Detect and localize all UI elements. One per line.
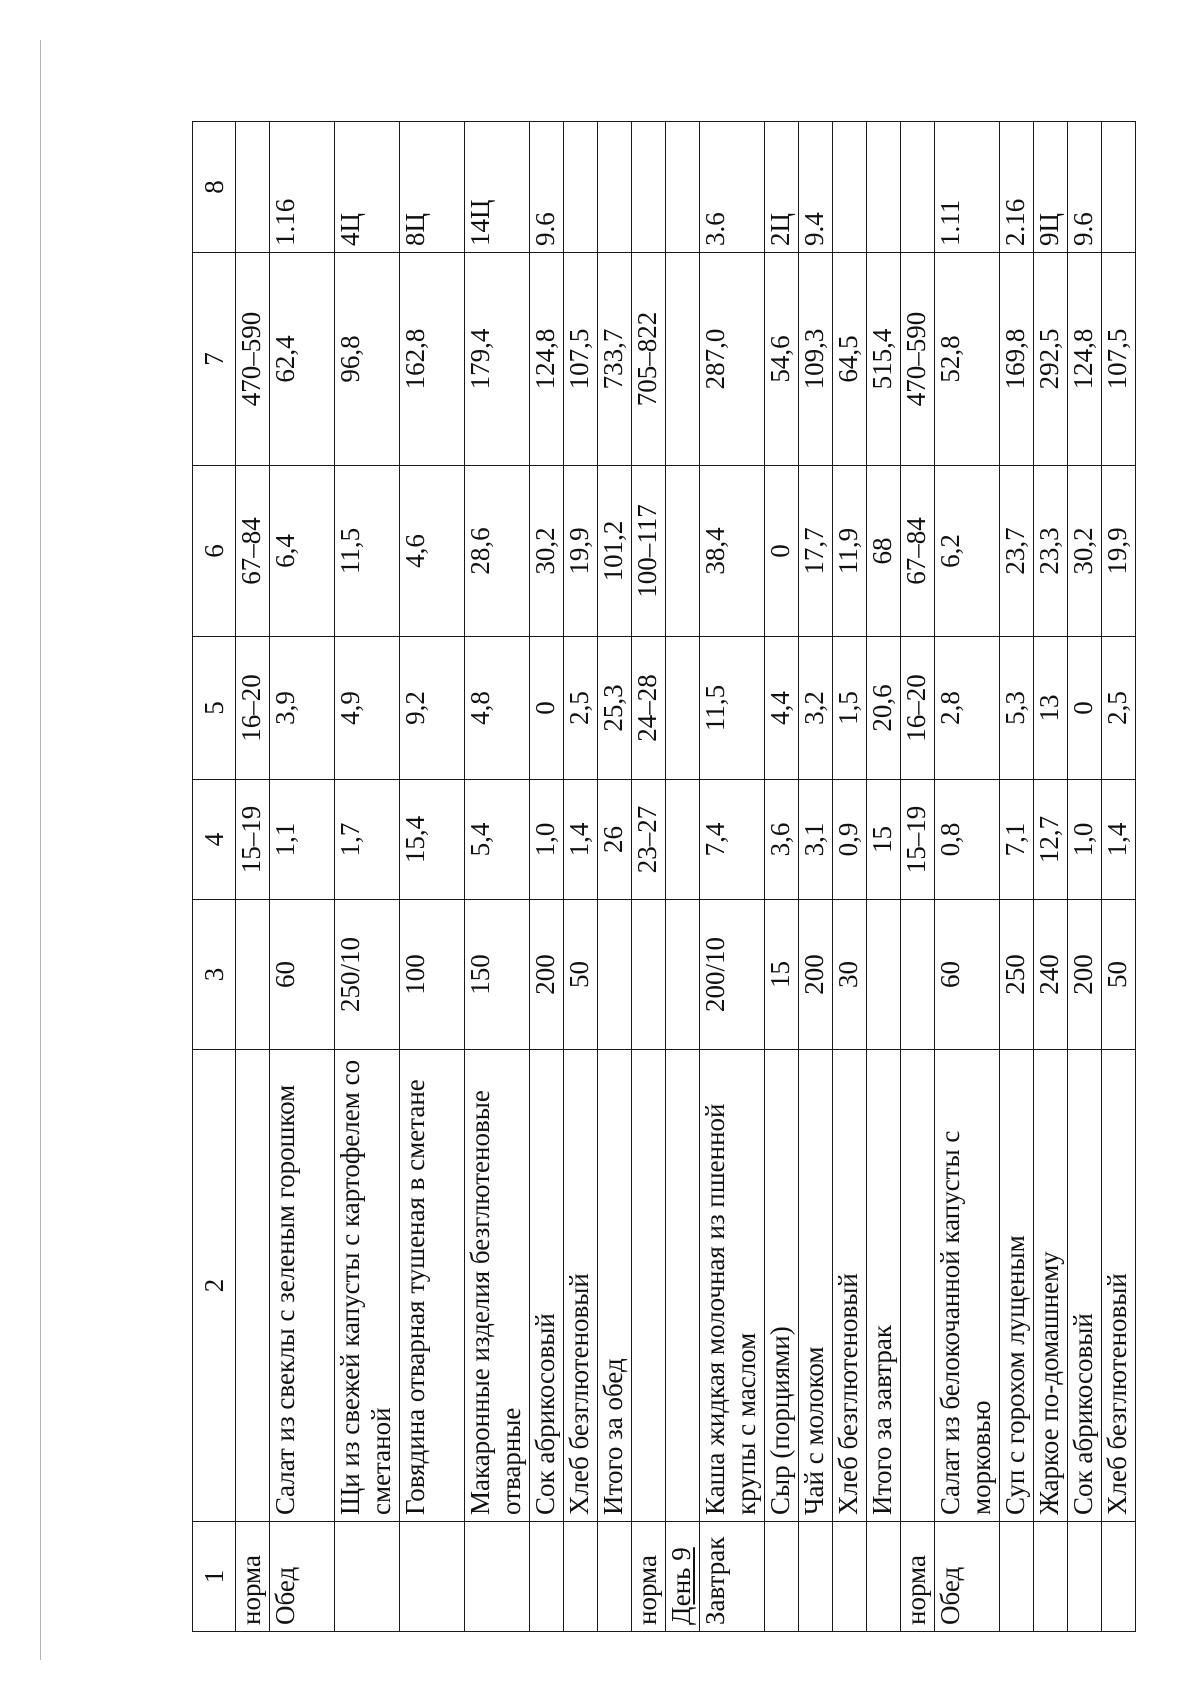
table-row <box>765 122 799 1632</box>
value-cell: 9Ц <box>1034 122 1068 253</box>
value-cell: 23,7 <box>1000 466 1034 637</box>
value-cell: 4,9 <box>335 637 400 780</box>
value-cell: 67–84 <box>901 466 935 637</box>
column-header: 8 <box>193 122 236 253</box>
table-row <box>799 122 833 1632</box>
dish-name-cell: Сыр (порциями) <box>765 1050 799 1522</box>
value-cell: 124,8 <box>1068 253 1102 466</box>
value-cell: 1,7 <box>335 780 400 900</box>
column-header: 6 <box>193 466 236 637</box>
column-header: 1 <box>193 1522 236 1632</box>
value-cell: 1.11 <box>935 122 1000 253</box>
table-row <box>1068 122 1102 1632</box>
meal-label-cell <box>564 1522 598 1632</box>
dish-name-cell: Макаронные изделия безглютеновые отварные <box>465 1050 530 1522</box>
value-cell: 0 <box>1068 637 1102 780</box>
value-cell: 150 <box>465 900 530 1050</box>
value-cell: 100 <box>400 900 465 1050</box>
table-row <box>935 122 1000 1632</box>
value-cell <box>1102 122 1136 253</box>
meal-label-cell <box>867 1522 901 1632</box>
table-row <box>1102 122 1136 1632</box>
value-cell: 107,5 <box>1102 253 1136 466</box>
meal-label-cell <box>1000 1522 1034 1632</box>
table-row <box>1034 122 1068 1632</box>
value-cell: 62,4 <box>270 253 335 466</box>
value-cell <box>236 900 270 1050</box>
dish-name-cell: Салат из белокочанной капусты с морковью <box>935 1050 1000 1522</box>
meal-label-cell: День 9 <box>666 1522 700 1632</box>
value-cell: 1,1 <box>270 780 335 900</box>
value-cell: 109,3 <box>799 253 833 466</box>
table-row <box>564 122 598 1632</box>
value-cell: 162,8 <box>400 253 465 466</box>
value-cell: 9.6 <box>530 122 564 253</box>
value-cell: 2.16 <box>1000 122 1034 253</box>
dish-name-cell: Щи из свежей капусты с картофелем со сметаной <box>335 1050 400 1522</box>
value-cell: 3,6 <box>765 780 799 900</box>
dish-name-cell: Хлеб безглютеновый <box>833 1050 867 1522</box>
value-cell: 11,5 <box>700 637 765 780</box>
meal-label-cell: Обед <box>270 1522 335 1632</box>
meal-label-cell: норма <box>236 1522 270 1632</box>
value-cell <box>901 900 935 1050</box>
value-cell: 11,5 <box>335 466 400 637</box>
value-cell: 25,3 <box>598 637 632 780</box>
value-cell: 16–20 <box>236 637 270 780</box>
value-cell: 8Ц <box>400 122 465 253</box>
value-cell: 1,4 <box>564 780 598 900</box>
value-cell: 96,8 <box>335 253 400 466</box>
value-cell <box>666 253 700 466</box>
value-cell: 9.4 <box>799 122 833 253</box>
value-cell: 30,2 <box>530 466 564 637</box>
value-cell: 4Ц <box>335 122 400 253</box>
value-cell: 250/10 <box>335 900 400 1050</box>
value-cell: 1,0 <box>1068 780 1102 900</box>
value-cell <box>901 122 935 253</box>
value-cell <box>632 122 666 253</box>
value-cell: 100–117 <box>632 466 666 637</box>
value-cell: 287,0 <box>700 253 765 466</box>
value-cell: 52,8 <box>935 253 1000 466</box>
value-cell: 200/10 <box>700 900 765 1050</box>
value-cell <box>236 122 270 253</box>
value-cell: 50 <box>1102 900 1136 1050</box>
value-cell: 1.16 <box>270 122 335 253</box>
value-cell: 68 <box>867 466 901 637</box>
table-row <box>833 122 867 1632</box>
value-cell <box>666 122 700 253</box>
value-cell: 124,8 <box>530 253 564 466</box>
value-cell: 4,6 <box>400 466 465 637</box>
value-cell: 3,9 <box>270 637 335 780</box>
meal-label-cell <box>400 1522 465 1632</box>
value-cell <box>833 122 867 253</box>
value-cell: 5,4 <box>465 780 530 900</box>
meal-label-cell <box>335 1522 400 1632</box>
table-row <box>632 122 666 1632</box>
value-cell: 0 <box>530 637 564 780</box>
value-cell <box>598 900 632 1050</box>
value-cell: 24–28 <box>632 637 666 780</box>
value-cell: 3,1 <box>799 780 833 900</box>
meal-label-cell <box>465 1522 530 1632</box>
table-row <box>530 122 564 1632</box>
dish-name-cell: Сок абрикосовый <box>530 1050 564 1522</box>
value-cell: 0,9 <box>833 780 867 900</box>
value-cell: 64,5 <box>833 253 867 466</box>
value-cell: 200 <box>530 900 564 1050</box>
meal-label-cell <box>833 1522 867 1632</box>
value-cell <box>564 122 598 253</box>
value-cell: 240 <box>1034 900 1068 1050</box>
value-cell: 14Ц <box>465 122 530 253</box>
value-cell: 54,6 <box>765 253 799 466</box>
column-header: 5 <box>193 637 236 780</box>
value-cell: 292,5 <box>1034 253 1068 466</box>
value-cell: 28,6 <box>465 466 530 637</box>
meal-label-cell <box>1102 1522 1136 1632</box>
table-row <box>236 122 270 1632</box>
value-cell <box>632 900 666 1050</box>
value-cell <box>867 122 901 253</box>
value-cell: 12,7 <box>1034 780 1068 900</box>
value-cell: 0,8 <box>935 780 1000 900</box>
value-cell <box>867 900 901 1050</box>
value-cell: 60 <box>935 900 1000 1050</box>
value-cell: 169,8 <box>1000 253 1034 466</box>
value-cell: 19,9 <box>564 466 598 637</box>
column-header: 3 <box>193 900 236 1050</box>
value-cell: 15,4 <box>400 780 465 900</box>
table-row <box>270 122 335 1632</box>
value-cell: 23–27 <box>632 780 666 900</box>
table-row <box>666 122 700 1632</box>
table-row <box>335 122 400 1632</box>
dish-name-cell: Салат из свеклы с зеленым горошком <box>270 1050 335 1522</box>
value-cell: 4,8 <box>465 637 530 780</box>
table-row <box>901 122 935 1632</box>
value-cell: 13 <box>1034 637 1068 780</box>
value-cell: 200 <box>799 900 833 1050</box>
value-cell: 6,2 <box>935 466 1000 637</box>
dish-name-cell: Суп с горохом лущеным <box>1000 1050 1034 1522</box>
value-cell: 9,2 <box>400 637 465 780</box>
value-cell: 200 <box>1068 900 1102 1050</box>
table-row <box>400 122 465 1632</box>
dish-name-cell <box>666 1050 700 1522</box>
value-cell: 7,1 <box>1000 780 1034 900</box>
table-row <box>1000 122 1034 1632</box>
dish-name-cell <box>236 1050 270 1522</box>
value-cell: 250 <box>1000 900 1034 1050</box>
dish-name-cell: Чай с молоком <box>799 1050 833 1522</box>
value-cell: 6,4 <box>270 466 335 637</box>
column-header: 4 <box>193 780 236 900</box>
value-cell: 2,5 <box>564 637 598 780</box>
value-cell: 5,3 <box>1000 637 1034 780</box>
table-row <box>700 122 765 1632</box>
meal-label-cell <box>530 1522 564 1632</box>
meal-label-cell: норма <box>901 1522 935 1632</box>
value-cell <box>666 637 700 780</box>
meal-label-cell <box>1068 1522 1102 1632</box>
meal-label-cell <box>799 1522 833 1632</box>
dish-name-cell: Хлеб безглютеновый <box>564 1050 598 1522</box>
value-cell: 38,4 <box>700 466 765 637</box>
dish-name-cell: Сок абрикосовый <box>1068 1050 1102 1522</box>
value-cell: 11,9 <box>833 466 867 637</box>
value-cell: 2Ц <box>765 122 799 253</box>
dish-name-cell: Жаркое по-домашнему <box>1034 1050 1068 1522</box>
value-cell: 705–822 <box>632 253 666 466</box>
value-cell: 7,4 <box>700 780 765 900</box>
nutrition-table <box>192 121 1136 1632</box>
meal-label-cell <box>1034 1522 1068 1632</box>
value-cell: 17,7 <box>799 466 833 637</box>
value-cell: 101,2 <box>598 466 632 637</box>
dish-name-cell: Говядина отварная тушеная в сметане <box>400 1050 465 1522</box>
value-cell <box>598 122 632 253</box>
dish-name-cell: Хлеб безглютеновый <box>1102 1050 1136 1522</box>
value-cell: 9.6 <box>1068 122 1102 253</box>
meal-label-cell: норма <box>632 1522 666 1632</box>
value-cell: 50 <box>564 900 598 1050</box>
value-cell: 26 <box>598 780 632 900</box>
value-cell: 1,5 <box>833 637 867 780</box>
value-cell: 15 <box>867 780 901 900</box>
table-row <box>598 122 632 1632</box>
nutrition-table-page <box>192 122 1142 1632</box>
value-cell: 0 <box>765 466 799 637</box>
meal-label-cell: Завтрак <box>700 1522 765 1632</box>
scan-mark <box>40 40 41 1660</box>
value-cell: 30,2 <box>1068 466 1102 637</box>
column-header: 2 <box>193 1050 236 1522</box>
value-cell: 179,4 <box>465 253 530 466</box>
meal-label-cell: Обед <box>935 1522 1000 1632</box>
table-row <box>867 122 901 1632</box>
meal-label-cell <box>598 1522 632 1632</box>
value-cell: 30 <box>833 900 867 1050</box>
value-cell: 15 <box>765 900 799 1050</box>
dish-name-cell <box>901 1050 935 1522</box>
value-cell: 4,4 <box>765 637 799 780</box>
value-cell: 107,5 <box>564 253 598 466</box>
value-cell: 15–19 <box>236 780 270 900</box>
value-cell: 16–20 <box>901 637 935 780</box>
value-cell <box>666 780 700 900</box>
value-cell: 515,4 <box>867 253 901 466</box>
dish-name-cell: Итого за обед <box>598 1050 632 1522</box>
value-cell: 470–590 <box>236 253 270 466</box>
value-cell: 19,9 <box>1102 466 1136 637</box>
dish-name-cell <box>632 1050 666 1522</box>
value-cell <box>666 900 700 1050</box>
value-cell: 60 <box>270 900 335 1050</box>
value-cell: 470–590 <box>901 253 935 466</box>
value-cell: 3,2 <box>799 637 833 780</box>
dish-name-cell: Каша жидкая молочная из пшенной крупы с маслом <box>700 1050 765 1522</box>
value-cell: 20,6 <box>867 637 901 780</box>
dish-name-cell: Итого за завтрак <box>867 1050 901 1522</box>
value-cell: 23,3 <box>1034 466 1068 637</box>
value-cell: 1,4 <box>1102 780 1136 900</box>
column-header: 7 <box>193 253 236 466</box>
value-cell: 1,0 <box>530 780 564 900</box>
table-row <box>465 122 530 1632</box>
value-cell: 15–19 <box>901 780 935 900</box>
value-cell: 2,5 <box>1102 637 1136 780</box>
value-cell: 3.6 <box>700 122 765 253</box>
value-cell: 67–84 <box>236 466 270 637</box>
table-header-row <box>193 122 236 1632</box>
value-cell: 2,8 <box>935 637 1000 780</box>
value-cell: 733,7 <box>598 253 632 466</box>
value-cell <box>666 466 700 637</box>
meal-label-cell <box>765 1522 799 1632</box>
